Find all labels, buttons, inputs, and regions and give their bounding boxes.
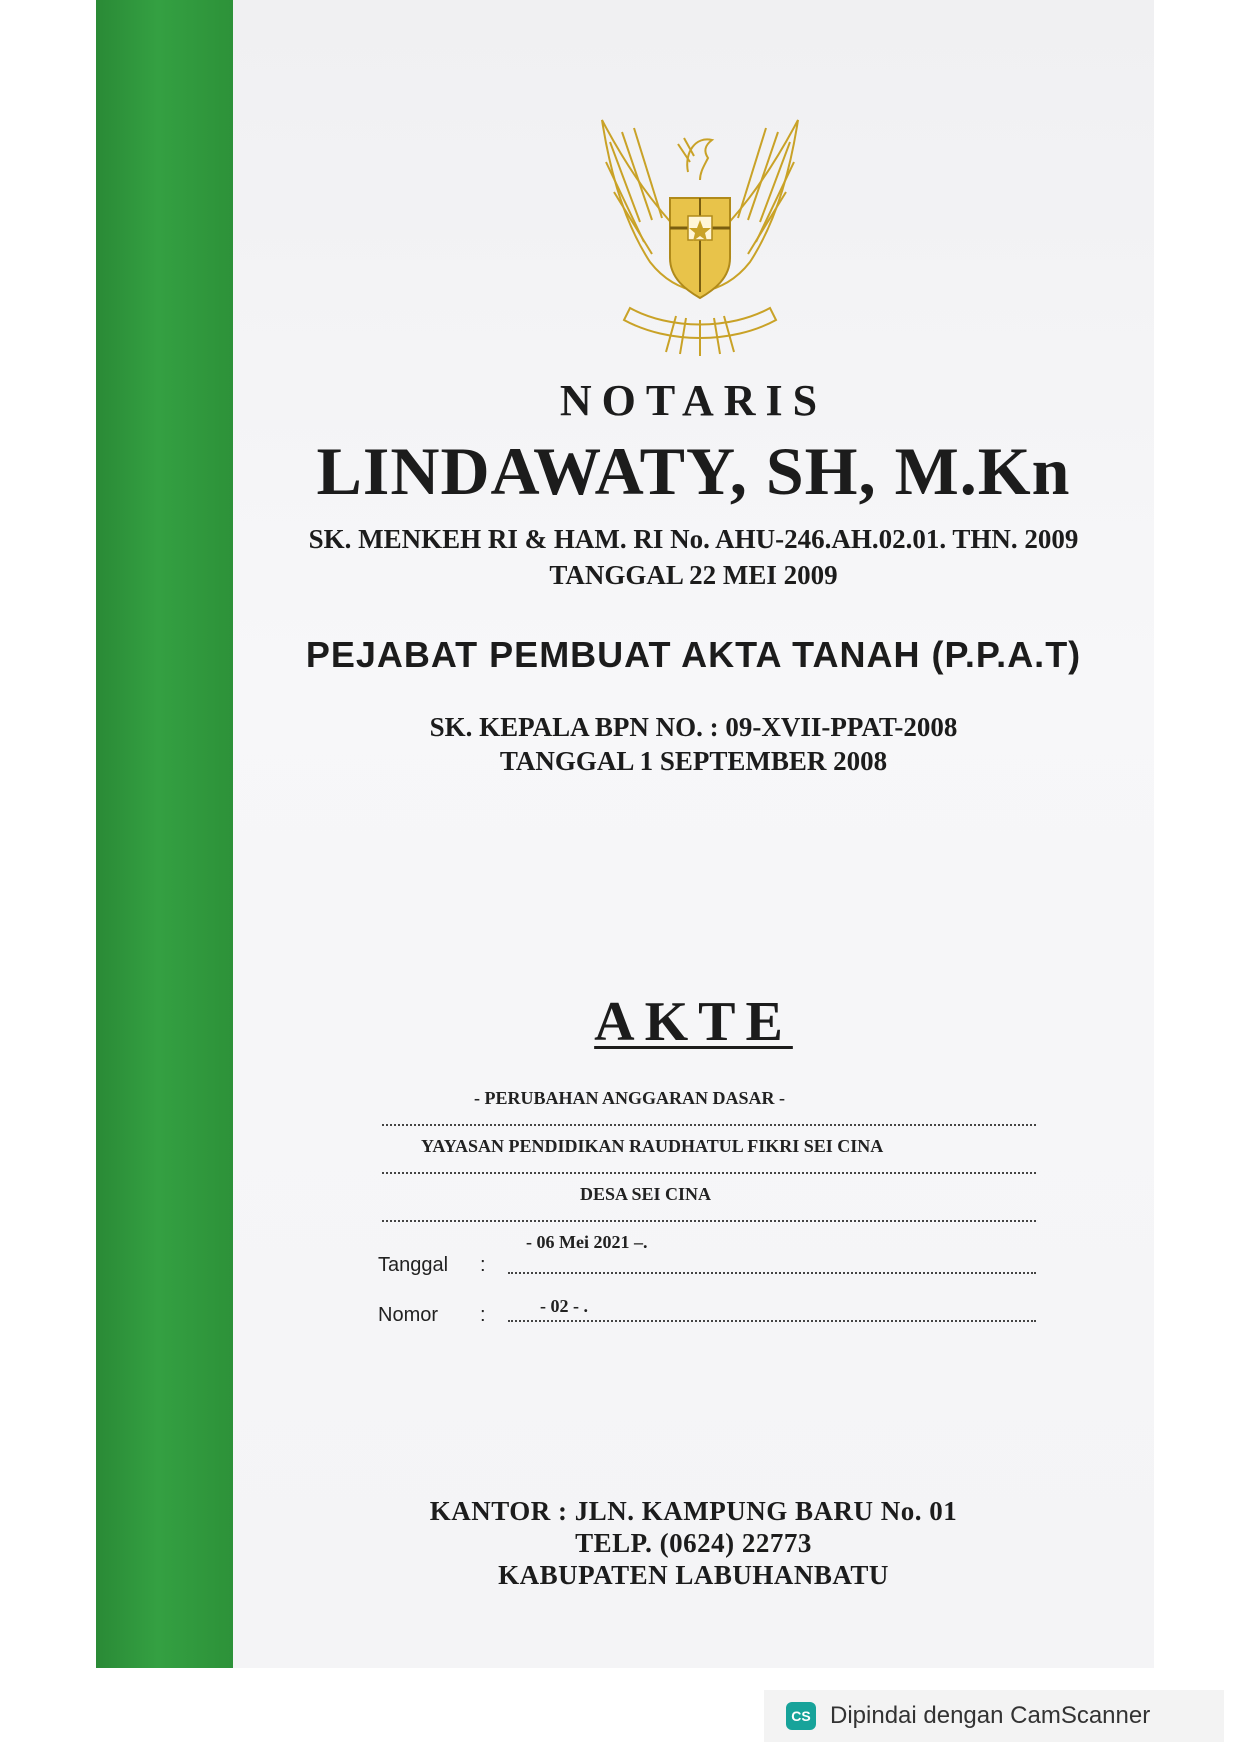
nomor-label: Nomor [378, 1304, 439, 1326]
dotted-line-1 [382, 1124, 1036, 1126]
garuda-emblem [580, 102, 820, 360]
akte-title [233, 990, 1154, 1054]
sk-menkeh-date: TANGGAL 22 MEI 2009 [549, 560, 838, 590]
dotted-line-2 [382, 1172, 1036, 1174]
notary-name: LINDAWATY, SH, M.Kn [316, 433, 1071, 509]
ppat-title: PEJABAT PEMBUAT AKTA TANAH (P.P.A.T) [305, 634, 1082, 675]
nomor-value: - 02 - . [540, 1296, 588, 1316]
sk-bpn: SK. KEPALA BPN NO. : 09-XVII-PPAT-2008 [429, 712, 958, 742]
dotted-line-3 [382, 1220, 1036, 1222]
camscanner-logo-icon: CS [786, 1702, 816, 1730]
office-address: KANTOR : JLN. KAMPUNG BARU No. 01 [429, 1496, 958, 1526]
dotted-line-nomor [508, 1320, 1036, 1322]
sk-bpn-date: TANGGAL 1 SEPTEMBER 2008 [499, 746, 888, 776]
sk-menkeh: SK. MENKEH RI & HAM. RI No. AHU-246.AH.02.01. THN. 2009 [308, 524, 1079, 554]
nomor-separator: : [480, 1304, 486, 1326]
akte-line-3: DESA SEI CINA [580, 1184, 712, 1204]
dotted-line-tanggal [508, 1272, 1036, 1274]
office-region: KABUPATEN LABUHANBATU [498, 1560, 889, 1590]
green-binding-strip [96, 0, 233, 1668]
camscanner-watermark [764, 1690, 1224, 1742]
akte-line-2: YAYASAN PENDIDIKAN RAUDHATUL FIKRI SEI CINA [421, 1136, 884, 1156]
akte-title-text: AKTE [594, 991, 793, 1053]
notaris-heading: NOTARIS [559, 376, 828, 425]
tanggal-separator: : [480, 1254, 486, 1276]
office-phone: TELP. (0624) 22773 [575, 1528, 812, 1558]
tanggal-value: - 06 Mei 2021 –. [526, 1232, 648, 1252]
camscanner-text: Dipindai dengan CamScanner [830, 1702, 1151, 1729]
akte-line-1: - PERUBAHAN ANGGARAN DASAR - [474, 1088, 786, 1108]
tanggal-label: Tanggal [378, 1254, 449, 1276]
